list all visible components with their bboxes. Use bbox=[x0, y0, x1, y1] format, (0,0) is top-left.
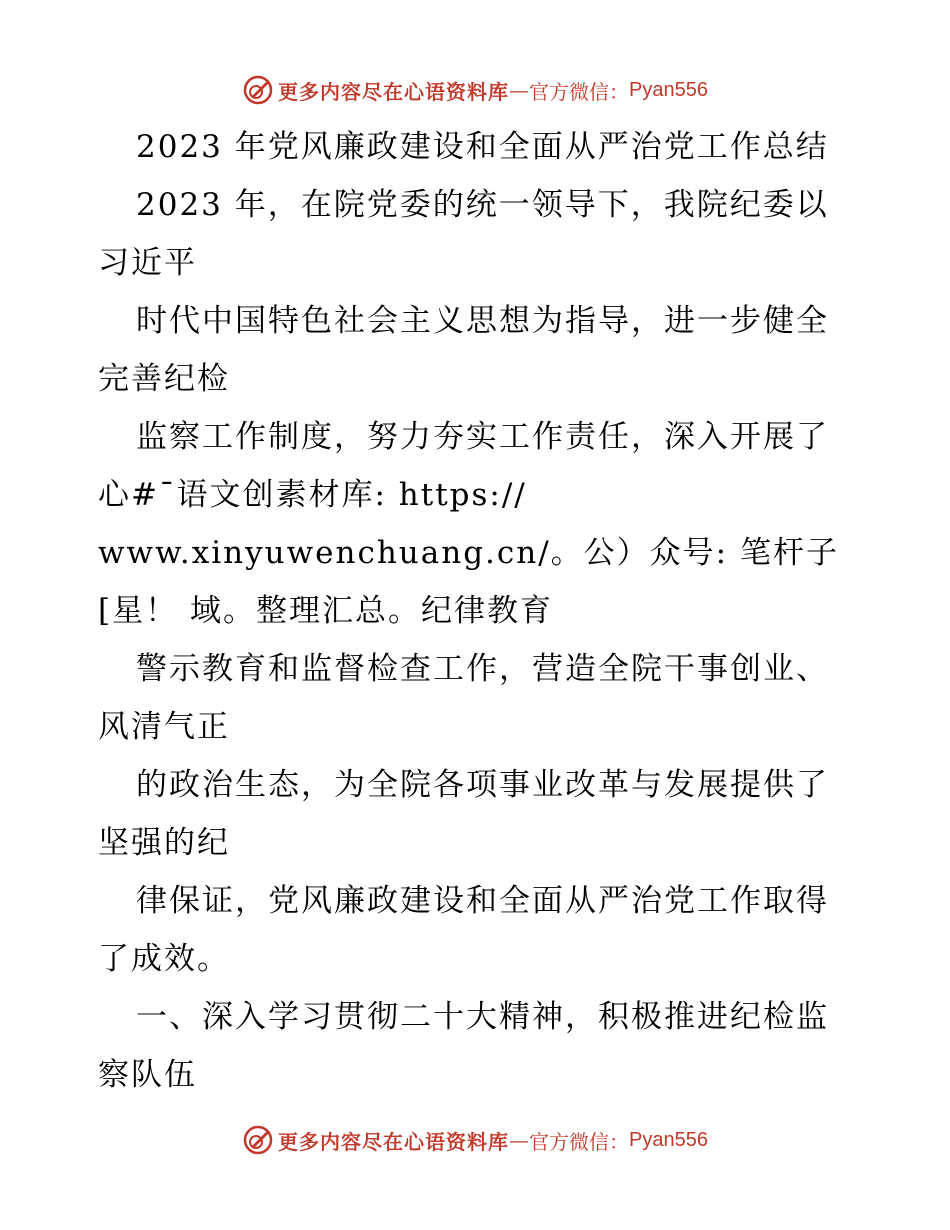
text-line: 了成效。 bbox=[98, 941, 230, 977]
text-line: 警示教育和监督检查工作，营造全院干事创业、 bbox=[136, 651, 829, 687]
pen-logo-icon bbox=[242, 74, 274, 106]
text-line: 坚强的纪 bbox=[98, 825, 230, 861]
text-line: 察队伍 bbox=[98, 1057, 197, 1093]
text-line: 的政治生态，为全院各项事业改革与发展提供了 bbox=[136, 767, 829, 803]
text-line: 习近平 bbox=[98, 245, 197, 281]
footer-banner bbox=[0, 1120, 950, 1160]
banner-title: 更多内容尽在心语资料库 bbox=[278, 79, 510, 104]
text-line: 完善纪检 bbox=[98, 361, 230, 397]
banner-wechat-id: Pyan556 bbox=[629, 78, 708, 101]
text-line: 律保证，党风廉政建设和全面从严治党工作取得 bbox=[136, 883, 829, 919]
banner-dash: — bbox=[509, 78, 530, 102]
pen-logo-icon bbox=[242, 1124, 274, 1156]
text-line: www.xinyuwenchuang.cn/。公）众号: 笔杆子 bbox=[98, 535, 839, 571]
banner-dash: — bbox=[509, 1128, 530, 1152]
banner-wechat-label: 官方微信： bbox=[529, 1129, 630, 1154]
text-line: [星！ 域。整理汇总。纪律教育 bbox=[98, 593, 553, 629]
text-line: 心#¯语文创素材库: https:// bbox=[98, 477, 527, 513]
header-banner bbox=[0, 70, 950, 110]
document-title: 2023 年党风廉政建设和全面从严治党工作总结 bbox=[136, 129, 829, 165]
banner-wechat-label: 官方微信： bbox=[529, 79, 630, 104]
section-heading: 一、深入学习贯彻二十大精神，积极推进纪检监 bbox=[136, 999, 829, 1035]
banner-wechat-id: Pyan556 bbox=[629, 1128, 708, 1151]
banner-title: 更多内容尽在心语资料库 bbox=[278, 1129, 510, 1154]
text-line: 2023 年，在院党委的统一领导下，我院纪委以 bbox=[136, 187, 829, 223]
document-body bbox=[98, 118, 858, 1104]
text-line: 风清气正 bbox=[98, 709, 230, 745]
text-line: 时代中国特色社会主义思想为指导，进一步健全 bbox=[136, 303, 829, 339]
text-line: 监察工作制度，努力夯实工作责任，深入开展了 bbox=[136, 419, 829, 455]
